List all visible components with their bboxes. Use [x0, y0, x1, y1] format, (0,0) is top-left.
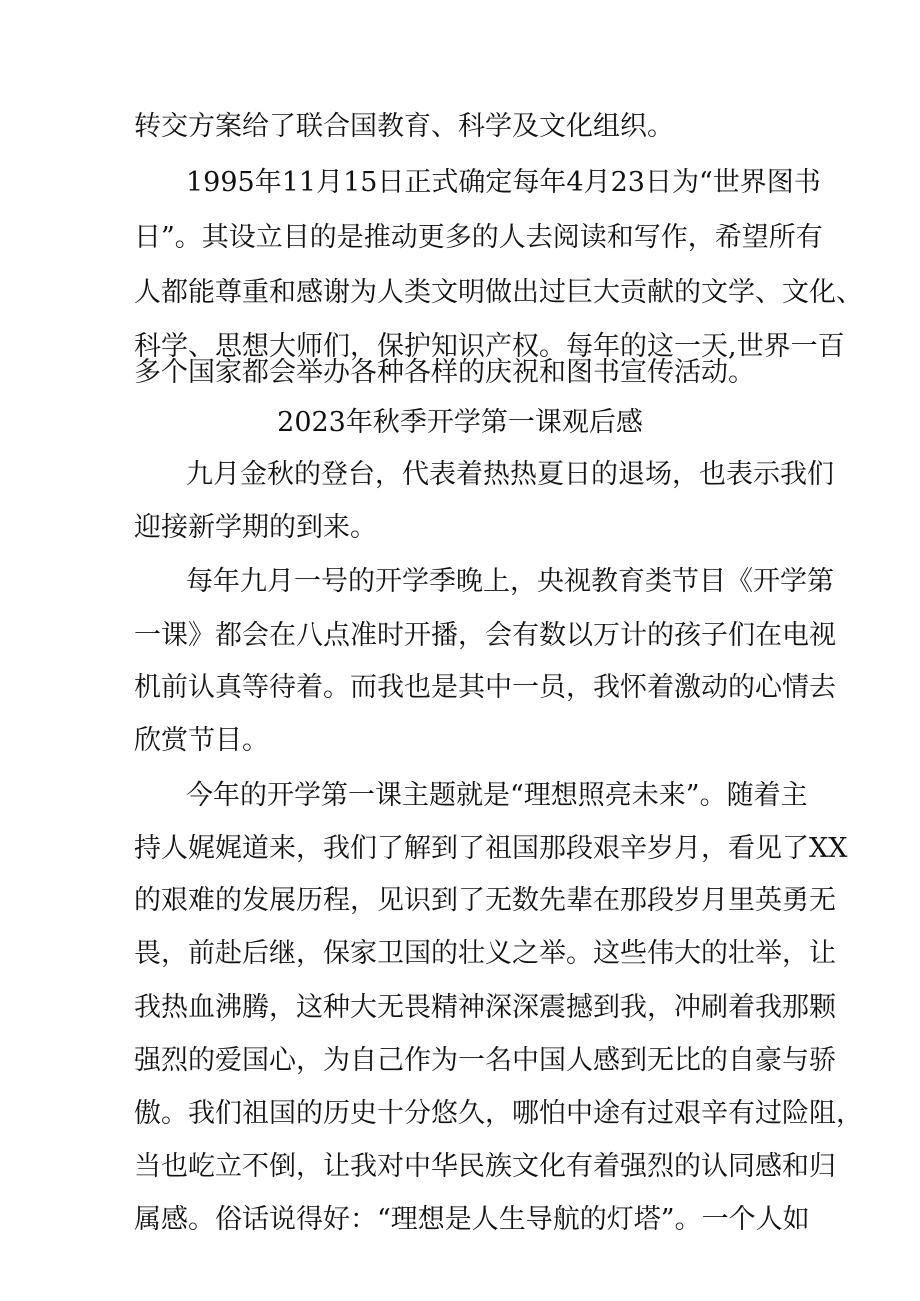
- text-line: 迎接新学期的到来。: [134, 512, 377, 543]
- text-line: 转交方案给了联合国教育、科学及文化组织。: [134, 111, 674, 142]
- text-line: 每年九月一号的开学季晚上，央视教育类节目《开学第: [186, 566, 834, 597]
- text-line: 持人娓娓道来，我们了解到了祖国那段艰辛岁月，看见了XX: [134, 833, 848, 864]
- text-line: 属感。俗话说得好：“理想是人生导航的灯塔”。一个人如: [134, 1204, 810, 1235]
- text-line: 机前认真等待着。而我也是其中一员，我怀着激动的心情去: [134, 672, 836, 703]
- text-line: 今年的开学第一课主题就是“理想照亮未来”。随着主: [186, 780, 808, 811]
- text-line: 多个国家都会举办各种各样的庆祝和图书宣传活动。: [134, 357, 755, 388]
- text-line: 的艰难的发展历程，见识到了无数先辈在那段岁月里英勇无: [134, 885, 836, 916]
- section-title: 2023年秋季开学第一课观后感: [277, 407, 643, 438]
- text-line: 九月金秋的登台，代表着热热夏日的退场，也表示我们: [186, 459, 834, 490]
- text-line: 傲。我们祖国的历史十分悠久，哪怕中途有过艰辛有过险阻，: [134, 1098, 863, 1129]
- text-line: 日”。其设立目的是推动更多的人去阅读和写作，希望所有: [134, 222, 823, 253]
- text-line: 人都能尊重和感谢为人类文明做出过巨大贡献的文学、文化、: [134, 277, 863, 308]
- text-line: 我热血沸腾，这种大无畏精神深深震撼到我，冲刷着我那颗: [134, 992, 836, 1023]
- text-line: 科学、思想大师们，保护知识产权。每年的这一天,世界一百: [134, 331, 845, 362]
- text-line: 强烈的爱国心，为自己作为一名中国人感到无比的自豪与骄: [134, 1045, 836, 1076]
- text-line: 一课》都会在八点准时开播，会有数以万计的孩子们在电视: [134, 620, 836, 651]
- text-line: 1995年11月15日正式确定每年4月23日为“世界图书: [186, 167, 821, 198]
- text-line: 畏，前赴后继，保家卫国的壮义之举。这些伟大的壮举，让: [134, 938, 836, 969]
- text-line: 欣赏节目。: [134, 725, 269, 756]
- text-line: 当也屹立不倒，让我对中华民族文化有着强烈的认同感和归: [134, 1151, 836, 1182]
